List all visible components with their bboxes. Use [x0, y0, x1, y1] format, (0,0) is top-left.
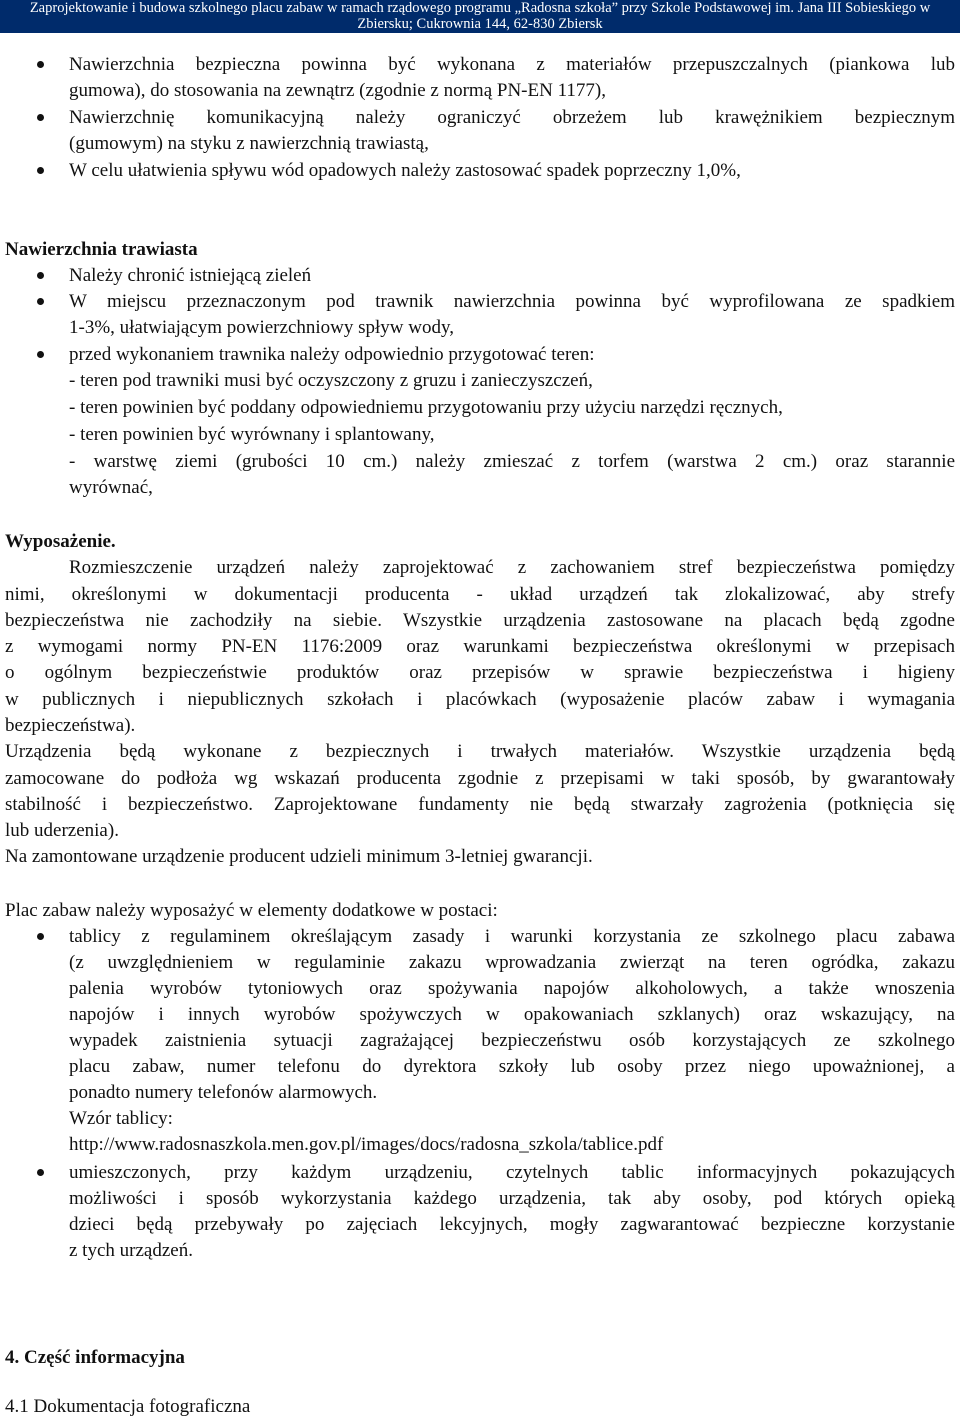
subsection-heading-photos: 4.1 Dokumentacja fotograficzna	[5, 1396, 251, 1417]
s1-bullet-2-line-2: (gumowym) na styku z nawierzchnią trawiastą,	[69, 133, 429, 154]
s3-p2-line-1: Urządzenia będą wykonane z bezpiecznych i trwałych materiałów. Wszystkie urządzenia będą	[5, 741, 955, 762]
s3-b1-line-3: palenia wyrobów tytoniowych oraz spożywania napojów alkoholowych, a także wnoszenia	[69, 978, 955, 999]
s1-bullet-2-line-1: Nawierzchnię komunikacyjną należy ograniczyć obrzeżem lub krawężnikiem bezpiecznym	[69, 107, 955, 128]
s2-bullet-3: przed wykonaniem trawnika należy odpowiednio przygotować teren:	[69, 344, 595, 365]
s2-dash-3: - teren powinien być wyrównany i splantowany,	[69, 424, 435, 445]
s3-b1-line-2: (z uwzględnieniem w regulaminie zakazu wprowadzania zwierząt na teren ogródka, zakazu	[69, 952, 955, 973]
header-line-2: Zbiersku; Cukrownia 144, 62-830 Zbiersk	[357, 16, 603, 32]
s1-bullet-1-line-2: gumowa), do stosowania na zewnątrz (zgodnie z normą PN-EN 1177),	[69, 80, 606, 101]
s3-p1-line-7: bezpieczeństwa).	[5, 715, 136, 736]
bullet-icon	[37, 272, 44, 279]
s3-p1-line-6: w publicznych i niepublicznych szkołach i placówkach (wyposażenie placów zabaw i wymagania	[5, 689, 955, 710]
s2-dash-2: - teren powinien być poddany odpowiedniemu przygotowaniu przy użyciu narzędzi ręcznych,	[69, 397, 783, 418]
s2-bullet-2-line-2: 1-3%, ułatwiającym powierzchniowy spływ wody,	[69, 317, 455, 338]
bullet-icon	[37, 1169, 44, 1176]
bullet-icon	[37, 167, 44, 174]
document-header	[0, 0, 960, 33]
s2-dash-4-line-2: wyrównać,	[69, 477, 153, 498]
s3-p2-line-4: lub uderzenia).	[5, 820, 119, 841]
s3-b1-line-5: wypadek zaistnienia sytuacji zagrażającej bezpieczeństwu osób korzystających ze szkolnego	[69, 1030, 955, 1051]
s1-bullet-3: W celu ułatwienia spływu wód opadowych należy zastosować spadek poprzeczny 1,0%,	[69, 160, 741, 181]
section-heading-equipment: Wyposażenie.	[5, 531, 116, 552]
s3-p2-line-3: stabilność i bezpieczeństwo. Zaprojektowane fundamenty nie będą stwarzały zagrożenia (potknięcia się	[5, 794, 955, 815]
s3-p1-line-5: o ogólnym bezpieczeństwie produktów oraz przepisów w sprawie bezpieczeństwa i higieny	[5, 662, 955, 683]
bullet-icon	[37, 61, 44, 68]
s3-b1-line-7: ponadto numery telefonów alarmowych.	[69, 1082, 378, 1103]
section-heading-informational: 4. Część informacyjna	[5, 1347, 185, 1368]
s3-b2-line-3: dzieci będą przebywały po zajęciach lekcyjnych, mogły zagwarantować bezpieczne korzystanie	[69, 1214, 955, 1235]
section-heading-grass: Nawierzchnia trawiasta	[5, 239, 198, 260]
s2-bullet-2-line-1: W miejscu przeznaczonym pod trawnik nawierzchnia powinna być wyprofilowana ze spadkiem	[69, 291, 955, 312]
s2-dash-4-line-1: - warstwę ziemi (grubości 10 cm.) należy zmieszać z torfem (warstwa 2 cm.) oraz starannie	[69, 451, 955, 472]
template-url-link[interactable]: http://www.radosnaszkola.men.gov.pl/images/docs/radosna_szkola/tablice.pdf	[69, 1134, 664, 1155]
s3-b1-line-1: tablicy z regulaminem określającym zasady i warunki korzystania ze szkolnego placu zabawa	[69, 926, 955, 947]
s3-p1-line-4: z wymogami normy PN-EN 1176:2009 oraz warunkami bezpieczeństwa określonymi w przepisach	[5, 636, 955, 657]
s2-dash-1: - teren pod trawniki musi być oczyszczony z gruzu i zanieczyszczeń,	[69, 370, 593, 391]
bullet-icon	[37, 298, 44, 305]
s1-bullet-1-line-1: Nawierzchnia bezpieczna powinna być wykonana z materiałów przepuszczalnych (piankowa lub	[69, 54, 955, 75]
header-line-1: Zaprojektowanie i budowa szkolnego placu zabaw w ramach rządowego programu „Radosna szkoła” przy Szkole Podstawowej im. Jana III Sobieskiego w	[29, 0, 931, 16]
s3-b1-line-6: placu zabaw, numer telefonu do dyrektora szkoły lub osoby przez niego upoważnionej, a	[69, 1056, 955, 1077]
s3-b1-line-4: napojów i innych wyrobów spożywczych w opakowaniach szklanych) oraz wskazujący, na	[69, 1004, 955, 1025]
s3-p1-line-3: bezpieczeństwa nie zachodziły na siebie. Wszystkie urządzenia zastosowane na placach będą zgodne	[5, 610, 955, 631]
s3-b2-line-4: z tych urządzeń.	[69, 1240, 193, 1261]
s2-bullet-1: Należy chronić istniejącą zieleń	[69, 265, 312, 286]
bullet-icon	[37, 933, 44, 940]
s3-intro: Plac zabaw należy wyposażyć w elementy dodatkowe w postaci:	[5, 900, 498, 921]
s3-p1-line-1: Rozmieszczenie urządzeń należy zaprojektować z zachowaniem stref bezpieczeństwa pomiędzy	[69, 557, 955, 578]
template-label: Wzór tablicy:	[69, 1108, 173, 1129]
s3-p1-line-2: nimi, określonymi w dokumentacji producenta - układ urządzeń tak zlokalizować, aby strefy	[5, 584, 955, 605]
s3-b2-line-1: umieszczonych, przy każdym urządzeniu, czytelnych tablic informacyjnych pokazujących	[69, 1162, 955, 1183]
s3-p3: Na zamontowane urządzenie producent udzieli minimum 3-letniej gwarancji.	[5, 846, 593, 867]
bullet-icon	[37, 351, 44, 358]
bullet-icon	[37, 114, 44, 121]
s3-p2-line-2: zamocowane do podłoża wg wskazań producenta zgodnie z przepisami w taki sposób, by gwarantowały	[5, 768, 955, 789]
s3-b2-line-2: możliwości i sposób wykorzystania każdego urządzenia, tak aby osoby, pod których opieką	[69, 1188, 955, 1209]
